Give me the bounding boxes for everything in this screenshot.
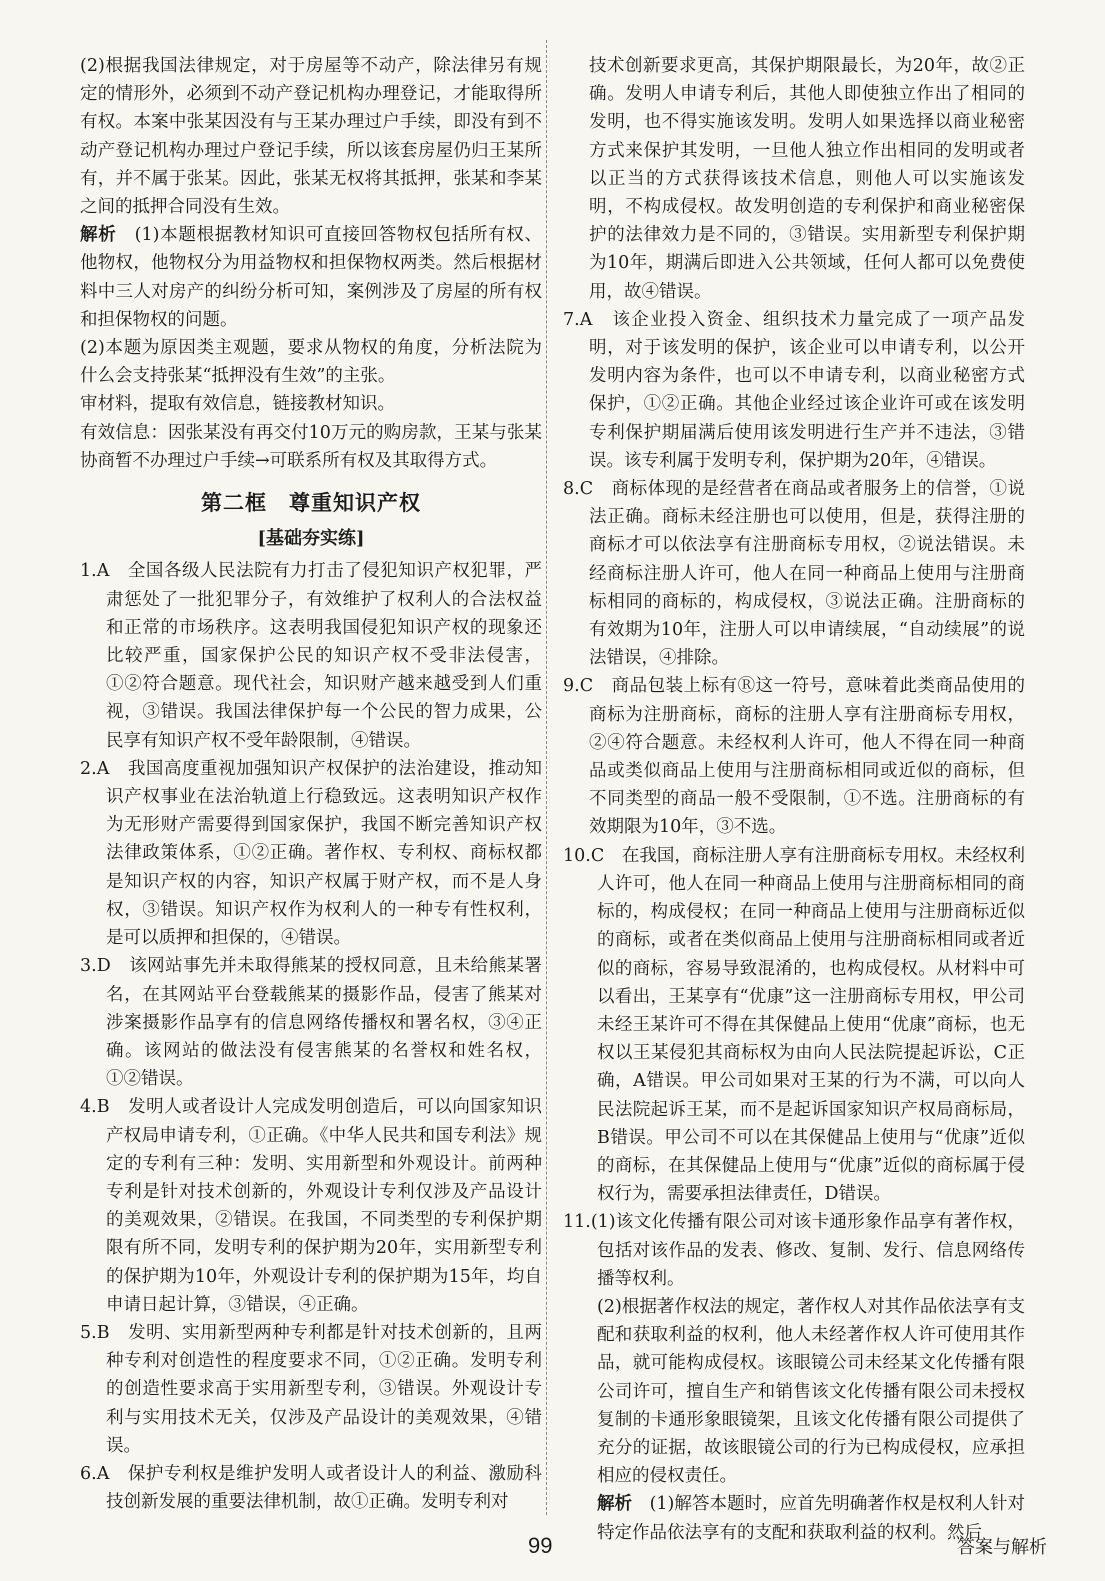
item-number: 3.D xyxy=(80,956,111,977)
item-text: 全国各级人民法院有力打击了侵犯知识产权犯罪，严肃惩处了一批犯罪分子，有效维护了权利人的合法权益和正常的市场秩序。这表明我国侵犯知识产权的现象还比较严重，国家保护公民的知识产权不受非法侵害，①②符合题意。现代社会，知识财产越来越受到人们重视，③错误。我国法律保护每一个公民的智力成果，公民享有知识产权不受年龄限制，④错误。 xyxy=(106,561,543,751)
item-text: 该企业投入资金、组织技术力量完成了一项产品发明，对于该发明的保护，该企业可以申请专利，以公开发明内容为条件，也可以不申请专利，以商业秘密方式保护，①②正确。其他企业经过该企业许可或在该发明专利保护期届满后使用该发明进行生产并不违法，③错误。该专利属于发明专利，保护期为20年，④错误。 xyxy=(589,309,1026,471)
item-text: 商品包装上标有Ⓡ这一符号，意味着此类商品使用的商标为注册商标，商标的注册人享有注册商标专用权，②④符合题意。未经权利人许可，他人不得在同一种商品或类似商品上使用与注册商标相同或近似的商标，但不同类型的商品一般不受限制，①不选。注册商标的有效期限为10年，③不选。 xyxy=(589,676,1026,838)
analysis-paragraph: 审材料，提取有效信息，链接教材知识。 xyxy=(80,394,395,415)
answer-item xyxy=(80,1093,542,1319)
item-text: 我国高度重视加强知识产权保护的法治建设，推动知识产权事业在法治轨道上行稳致远。这表明知识产权作为无形财产需要得到国家保护，我国不断完善知识产权法律政策体系，①②正确。著作权、专利权、商标权都是知识产权的内容，知识产权属于财产权，而不是人身权，③错误。知识产权作为权利人的一种专有性权利，是可以质押和担保的，④错误。 xyxy=(106,758,543,949)
answer-paragraph: (2)根据著作权法的规定，著作权人对其作品依法享有支配和获取利益的权利，他人未经著作权人许可使用其作品，就可能构成侵权。该眼镜公司未经某文化传播有限公司许可，擅自生产和销售该文化传播有限公司未授权复制的卡通形象眼镜架，且该文化传播有限公司提供了充分的证据，故该眼镜公司的行为已构成侵权，应承担相应的侵权责任。 xyxy=(597,1296,1025,1487)
answer-item xyxy=(563,842,1025,1209)
analysis-text: (1)本题根据教材知识可直接回答物权包括所有权、他物权，他物权分为用益物权和担保物权两类。然后根据材料中三人对房产的纠纷分析可知，案例涉及了房屋的所有权和担保物权的问题。 xyxy=(80,225,542,330)
answer-item xyxy=(80,1319,542,1460)
item-text: 商标体现的是经营者在商品或者服务上的信誉，①说法正确。商标未经注册也可以使用，但是，获得注册的商标才可以依法享有注册商标专用权，②说法错误。未经商标注册人许可，他人在同一种商品上使用与注册商标相同的商标的，构成侵权，③说法正确。注册商标的有效期为10年，注册人可以申请续展，“自动续展”的说法错误，④排除。 xyxy=(589,479,1026,669)
subsection-title: [基础夯实练] xyxy=(257,528,365,550)
analysis-label: 解析 xyxy=(597,1494,633,1515)
answer-item xyxy=(80,1460,542,1516)
analysis-paragraph xyxy=(80,221,542,334)
item-text: 发明、实用新型两种专利都是针对技术创新的，且两种专利对创造性的程度要求不同，①②正确。发明专利的创造性要求高于实用新型专利，③错误。外观设计专利与实用技术无关，仅涉及产品设计的美观效果，④错误。 xyxy=(106,1322,543,1456)
analysis-label: 解析 xyxy=(80,225,117,246)
item-text: 保护专利权是维护发明人或者设计人的利益、激励科技创新发展的重要法律机制，故①正确。发明专利对 xyxy=(106,1463,543,1513)
item-text: 发明人或者设计人完成发明创造后，可以向国家知识产权局申请专利，①正确。《中华人民共和国专利法》规定的专利有三种：发明、实用新型和外观设计。前两种专利是针对技术创新的，外观设计专利仅涉及产品设计的美观效果，②错误。在我国，不同类型的专利保护期限有所不同，发明专利的保护期为20年，实用新型专利的保护期为10年，外观设计专利的保护期为15年，均自申请日起计算，③错误，④正确。 xyxy=(106,1097,543,1315)
answer-item xyxy=(563,672,1025,841)
item-number: 8.C xyxy=(563,479,594,500)
answer-item xyxy=(563,306,1025,475)
item-number: 11. xyxy=(563,1212,591,1233)
analysis-text: (1)解答本题时，应首先明确著作权是权利人针对特定作品依法享有的支配和获取利益的权利。然后 xyxy=(597,1494,1025,1543)
answer-continuation: 技术创新要求更高，其保护期限最长，为20年，故②正确。发明人申请专利后，其他人即使独立作出了相同的发明，也不得实施该发明。发明人如果选择以商业秘密方式来保护其发明，一旦他人独立作出相同的发明或者以正当的方式获得该技术信息，则他人可以实施该发明，不构成侵权。故发明创造的专利保护和商业秘密保护的法律效力是不同的，③错误。实用新型专利保护期为10年，期满后即进入公共领域，任何人都可以免费使用，故④错误。 xyxy=(589,56,1025,302)
left-column xyxy=(80,52,542,1516)
column-divider xyxy=(546,40,547,1515)
right-column xyxy=(563,52,1025,1547)
analysis-paragraph xyxy=(563,1490,1025,1546)
analysis-paragraph: (2)本题为原因类主观题，要求从物权的角度，分析法院为什么会支持张某“抵押没有生效”的主张。 xyxy=(80,338,542,387)
answer-item xyxy=(563,475,1025,672)
answer-item xyxy=(80,952,542,1093)
item-number: 1.A xyxy=(80,561,110,582)
answer-item xyxy=(80,557,542,754)
footer-label: 答案与解析 xyxy=(957,1537,1047,1558)
item-number: 4.B xyxy=(80,1097,110,1118)
item-text: (1)该文化传播有限公司对该卡通形象作品享有著作权，包括对该作品的发表、修改、复制、发行、信息网络传播等权利。 xyxy=(590,1212,1025,1289)
page-number: 99 xyxy=(528,1533,553,1558)
item-number: 9.C xyxy=(563,676,594,697)
answer-paragraph: (2)根据我国法律规定，对于房屋等不动产，除法律另有规定的情形外，必须到不动产登记机构办理登记，才能取得所有权。本案中张某因没有与王某办理过户手续，即没有到不动产登记机构办理过户登记手续，所以该套房屋仍归王某所有，并不属于张某。因此，张某无权将其抵押，张某和李某之间的抵押合同没有生效。 xyxy=(80,56,542,218)
section-title: 第二框 尊重知识产权 xyxy=(201,490,421,516)
item-number: 2.A xyxy=(80,758,110,779)
item-text: 在我国，商标注册人享有注册商标专用权。未经权利人许可，他人在同一种商品上使用与注册商标相同的商标的，构成侵权；在同一种商品上使用与注册商标近似的商标，或者在类似商品上使用与注册商标相同或者近似的商标，容易导致混淆的，也构成侵权。从材料中可以看出，王某享有“优康”这一注册商标专用权，甲公司未经王某许可不得在其保健品上使用“优康”商标，也无权以王某侵犯其商标权为由向人民法院提起诉讼，C正确，A错误。甲公司如果对王某的行为不满，可以向人民法院起诉王某，而不是起诉国家知识产权局商标局，B错误。甲公司不可以在其保健品上使用与“优康”近似的商标，在其保健品上使用与“优康”近似的商标属于侵权行为，需要承担法律责任，D错误。 xyxy=(597,845,1026,1205)
item-number: 6.A xyxy=(80,1463,110,1484)
answer-item xyxy=(80,755,542,952)
item-number: 7.A xyxy=(563,309,593,330)
item-text: 该网站事先并未取得熊某的授权同意，且未给熊某署名，在其网站平台登载熊某的摄影作品，侵害了熊某对涉案摄影作品享有的信息网络传播权和署名权，③④正确。该网站的做法没有侵害熊某的名誉权和姓名权，①②错误。 xyxy=(106,956,543,1090)
answer-item xyxy=(563,1208,1025,1293)
item-number: 5.B xyxy=(80,1322,110,1343)
item-number: 10.C xyxy=(563,845,605,866)
analysis-paragraph: 有效信息：因张某没有再交付10万元的购房款，王某与张某协商暂不办理过户手续→可联系所有权及其取得方式。 xyxy=(80,422,542,471)
